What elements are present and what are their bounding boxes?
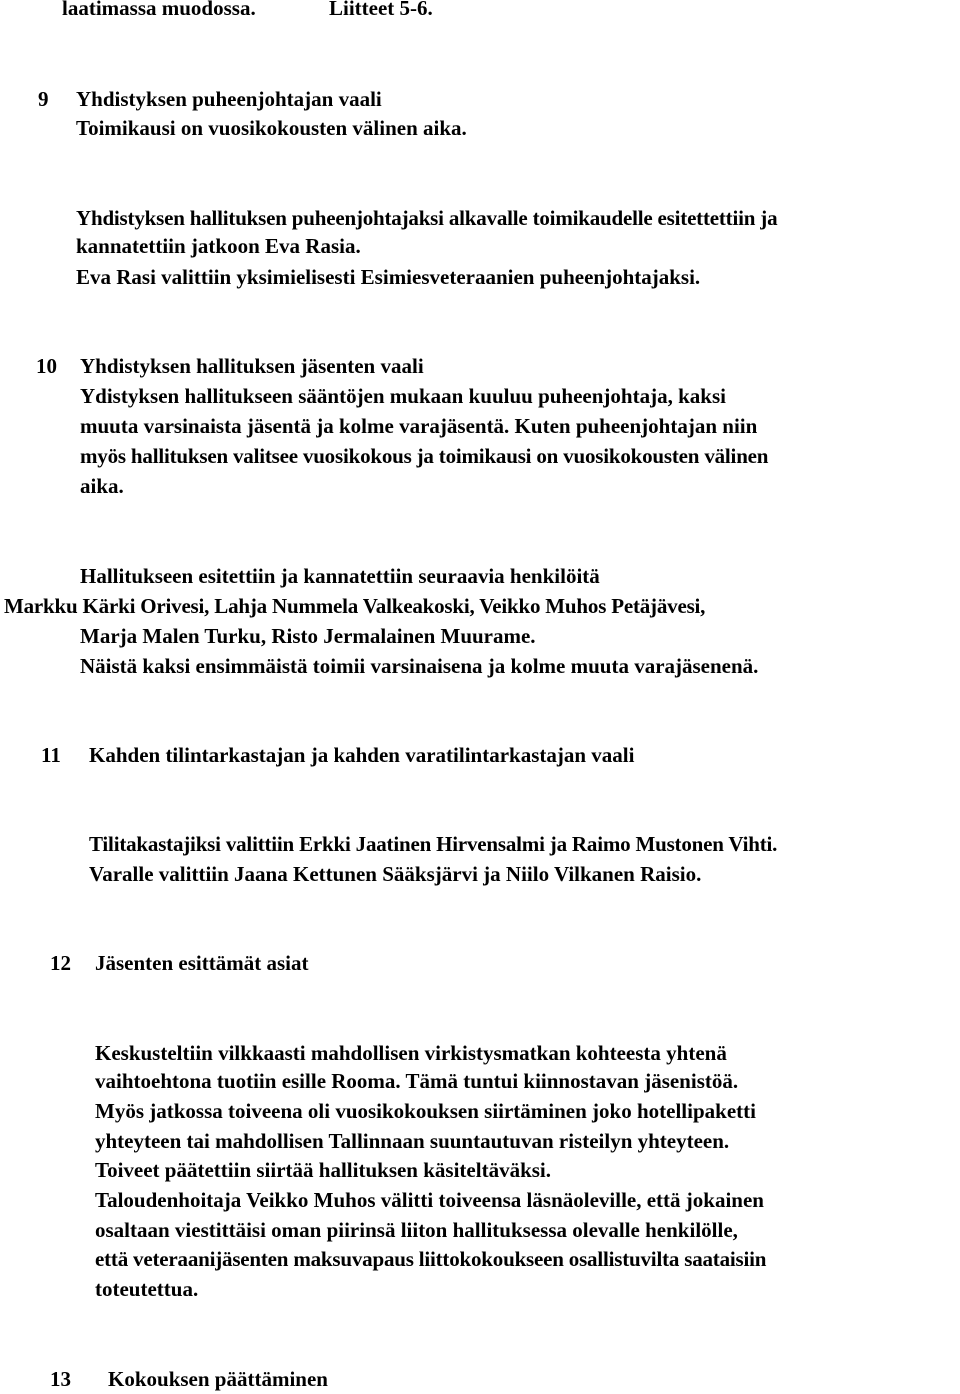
section-9-line: Yhdistyksen hallituksen puheenjohtajaksi alkavalle toimikaudelle esitettettiin ja	[76, 206, 778, 230]
section-10-line: Marja Malen Turku, Risto Jermalainen Muurame.	[80, 624, 536, 648]
section-13-title: Kokouksen päättäminen	[108, 1367, 328, 1391]
section-10-line: myös hallituksen valitsee vuosikokous ja toimikausi on vuosikokousten välinen	[80, 444, 769, 468]
section-12-number: 12	[50, 951, 71, 975]
section-9-title: Yhdistyksen puheenjohtajan vaali	[76, 87, 382, 111]
section-10-line: Ydistyksen hallitukseen sääntöjen mukaan kuuluu puheenjohtaja, kaksi	[80, 384, 726, 408]
section-9-number: 9	[38, 87, 49, 111]
section-10-line: Markku Kärki Orivesi, Lahja Nummela Valkeakoski, Veikko Muhos Petäjävesi,	[4, 594, 706, 618]
continuation-text: laatimassa muodossa.	[62, 0, 256, 20]
section-11-number: 11	[41, 743, 61, 767]
section-13-number: 13	[50, 1367, 71, 1391]
section-10-number: 10	[36, 354, 57, 378]
attachments-reference: Liitteet 5-6.	[329, 0, 433, 20]
section-9-line: kannatettiin jatkoon Eva Rasia.	[76, 234, 361, 258]
section-9-line: Toimikausi on vuosikokousten välinen aika.	[76, 116, 467, 140]
section-10-line: Hallitukseen esitettiin ja kannatettiin seuraavia henkilöitä	[80, 564, 600, 588]
section-10-title: Yhdistyksen hallituksen jäsenten vaali	[80, 354, 424, 378]
section-11-title: Kahden tilintarkastajan ja kahden varatilintarkastajan vaali	[89, 743, 635, 767]
section-11-line: Tilitakastajiksi valittiin Erkki Jaatinen Hirvensalmi ja Raimo Mustonen Vihti.	[89, 832, 778, 856]
section-12-line: että veteraanijäsenten maksuvapaus liittokokoukseen osallistuvilta saataisiin	[95, 1247, 767, 1271]
section-12-line: Keskusteltiin vilkkaasti mahdollisen virkistysmatkan kohteesta yhtenä	[95, 1041, 727, 1065]
section-10-line: aika.	[80, 474, 124, 498]
section-10-line: muuta varsinaista jäsentä ja kolme varajäsentä. Kuten puheenjohtajan niin	[80, 414, 758, 438]
section-12-line: osaltaan viestittäisi oman piirinsä liiton hallituksessa olevalle henkilölle,	[95, 1218, 738, 1242]
section-10-line: Näistä kaksi ensimmäistä toimii varsinaisena ja kolme muuta varajäsenenä.	[80, 654, 759, 678]
section-11-line: Varalle valittiin Jaana Kettunen Sääksjärvi ja Niilo Vilkanen Raisio.	[89, 862, 702, 886]
section-12-title: Jäsenten esittämät asiat	[95, 951, 309, 975]
section-12-line: Myös jatkossa toiveena oli vuosikokouksen siirtäminen joko hotellipaketti	[95, 1099, 756, 1123]
section-12-line: yhteyteen tai mahdollisen Tallinnaan suuntautuvan risteilyn yhteyteen.	[95, 1129, 730, 1153]
section-12-line: toteutettua.	[95, 1277, 199, 1301]
section-12-line: Taloudenhoitaja Veikko Muhos välitti toiveensa läsnäoleville, että jokainen	[95, 1188, 764, 1212]
section-12-line: Toiveet päätettiin siirtää hallituksen käsiteltäväksi.	[95, 1158, 552, 1182]
section-12-line: vaihtoehtona tuotiin esille Rooma. Tämä tuntui kiinnostavan jäsenistöä.	[95, 1069, 739, 1093]
section-9-line: Eva Rasi valittiin yksimielisesti Esimiesveteraanien puheenjohtajaksi.	[76, 265, 701, 289]
